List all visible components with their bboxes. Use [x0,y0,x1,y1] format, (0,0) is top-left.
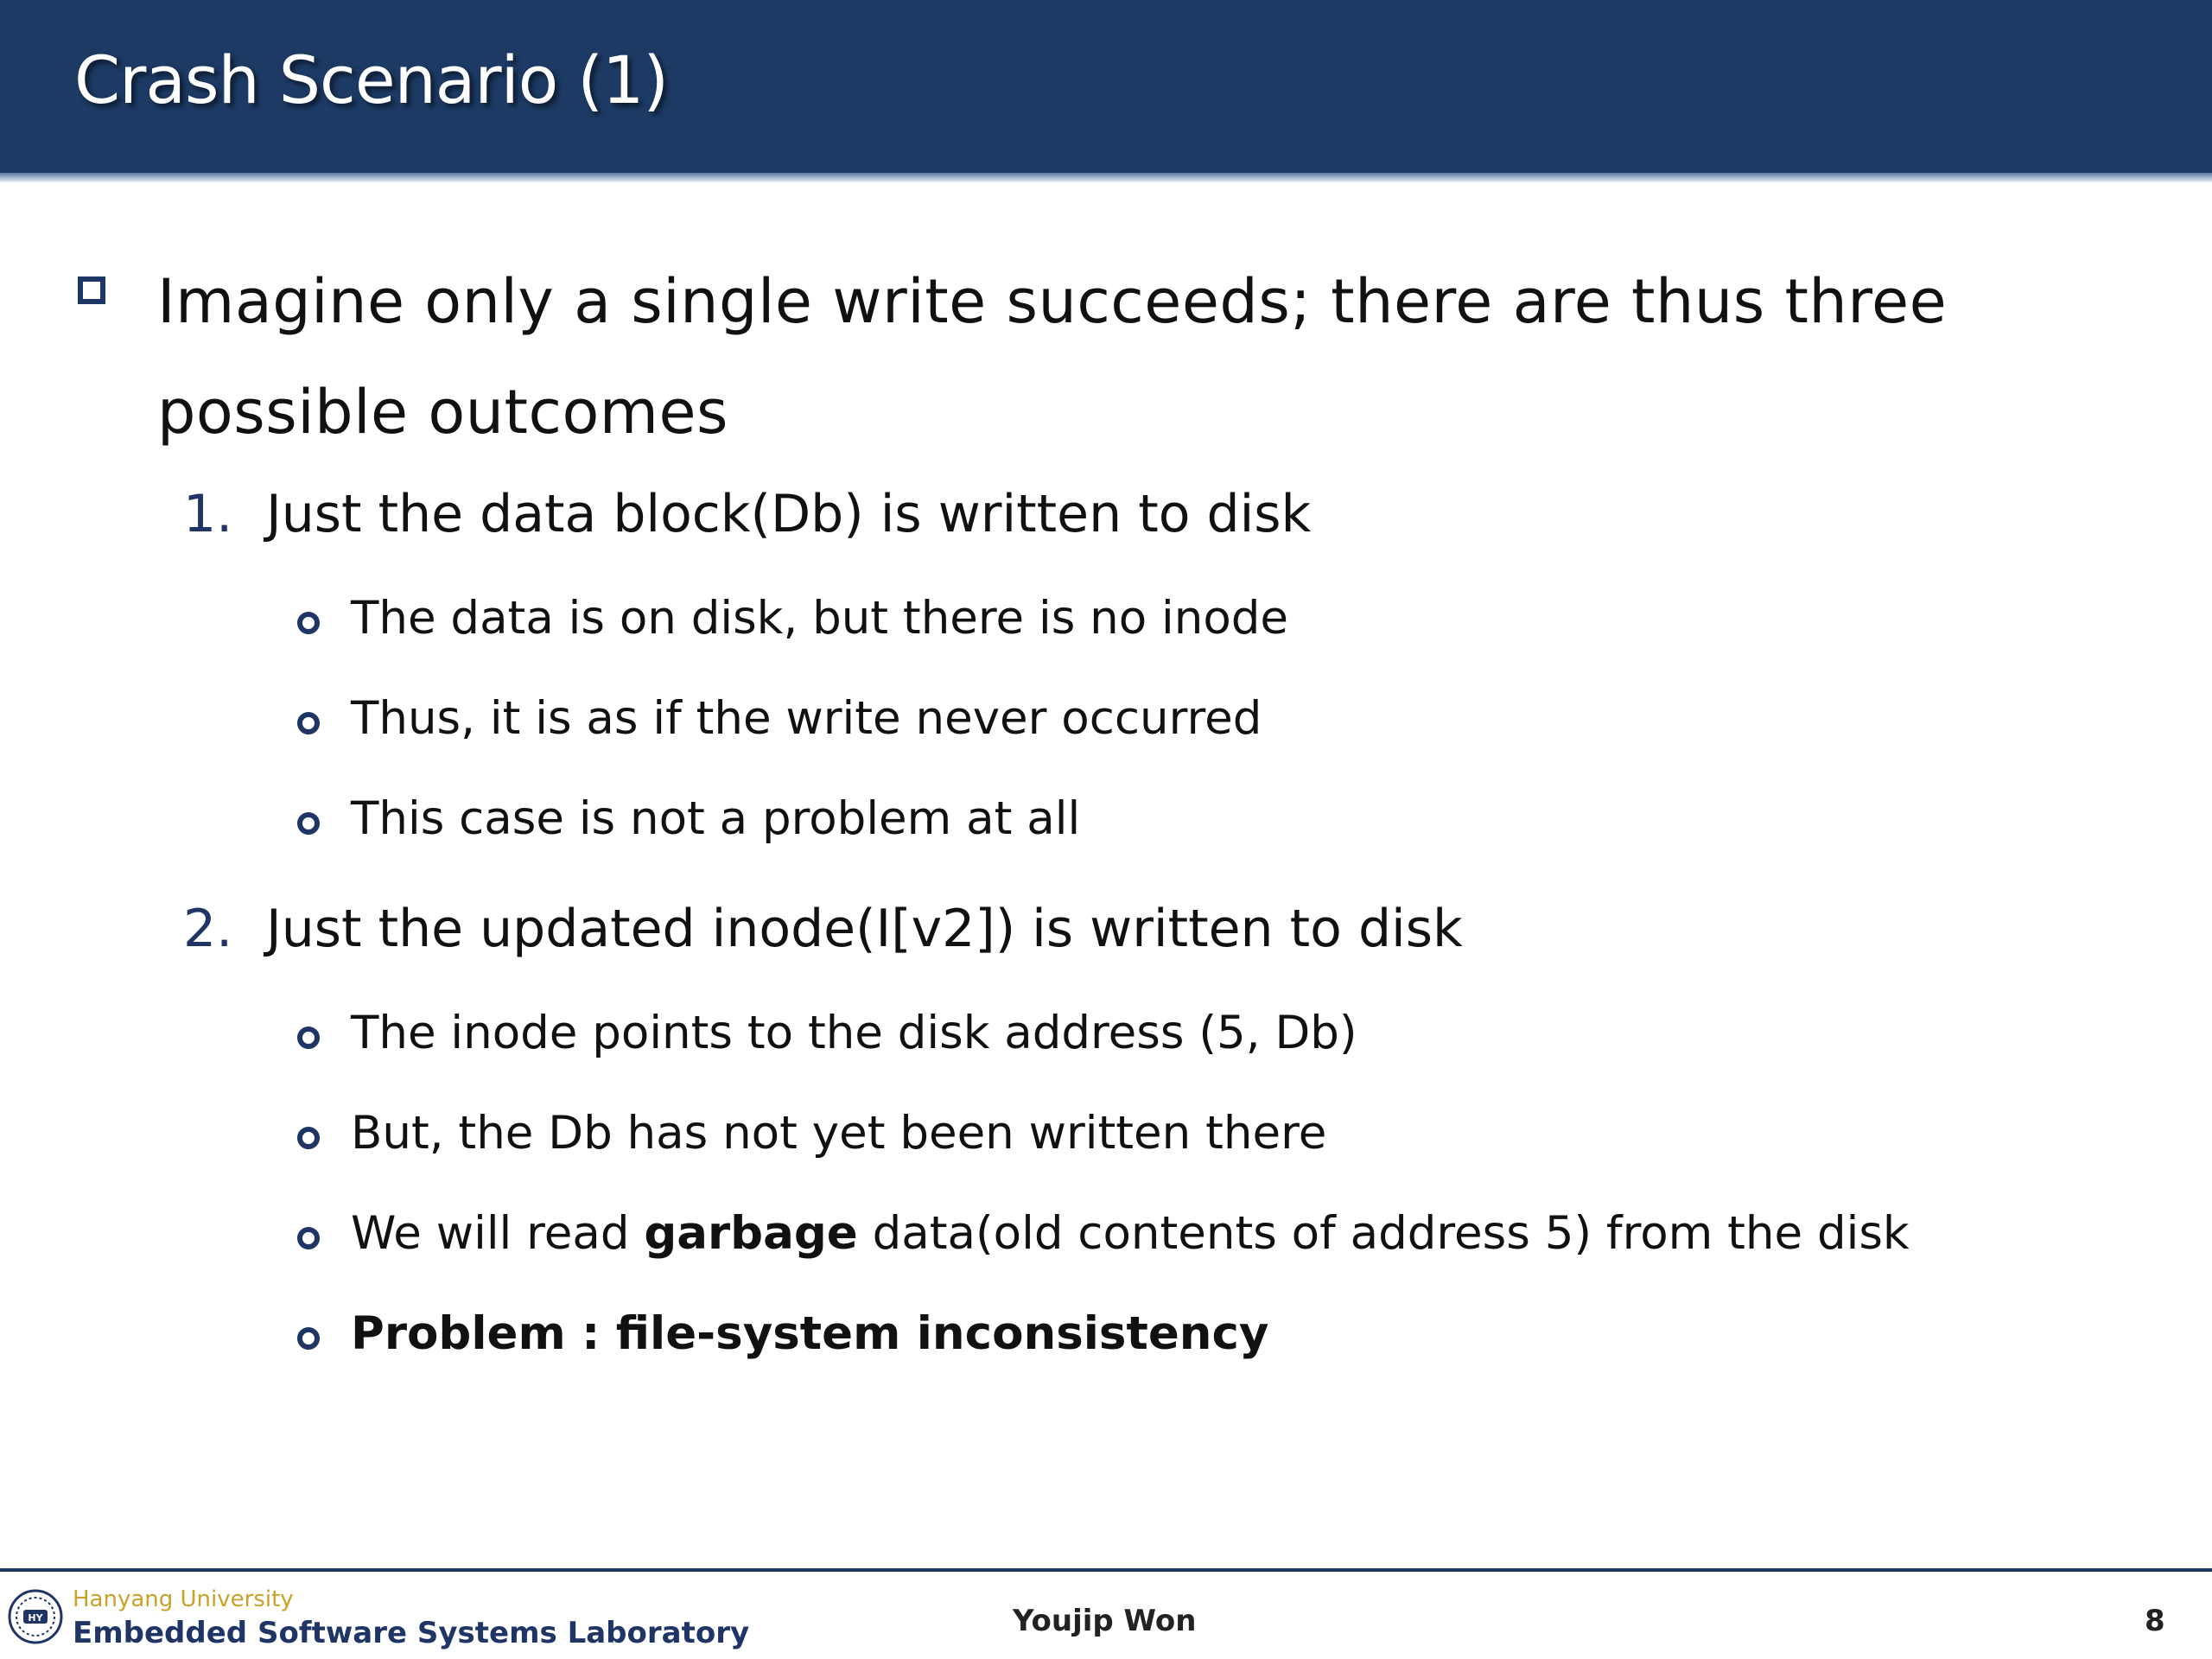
footer-university: Hanyang University [73,1586,294,1612]
problem-line: Problem : file-system inconsistency [351,1307,1269,1360]
item-1-subpoint-3: This case is not a problem at all [351,792,1081,845]
garbage-word: garbage [644,1207,858,1260]
item-2-text: Just the updated inode(I[v2]) is written to disk [266,899,1463,959]
circle-bullet-icon [297,712,320,734]
circle-bullet-icon [297,612,320,634]
page-number: 8 [2145,1604,2165,1638]
item-1-text: Just the data block(Db) is written to disk [266,484,1312,544]
item-2-number: 2. [183,899,233,959]
svg-text:HY: HY [28,1612,43,1624]
item-1-subpoint-2: Thus, it is as if the write never occurred [351,692,1262,745]
title-bar [0,0,2212,173]
circle-bullet-icon [297,1227,320,1249]
item-1-subpoint-1: The data is on disk, but there is no inode [351,592,1289,645]
garbage-line-before: We will read [351,1207,645,1260]
item-2-subpoint-1: The inode points to the disk address (5, Db) [351,1007,1357,1059]
circle-bullet-icon [297,1127,320,1149]
item-2-subpoint-2: But, the Db has not yet been written there [351,1107,1327,1160]
main-bullet-text: Imagine only a single write succeeds; there are thus three possible outcomes [157,266,1948,448]
circle-bullet-icon [297,1327,320,1350]
circle-bullet-icon [297,812,320,835]
square-bullet-icon [78,276,105,304]
footer-lab-name: Embedded Software Systems Laboratory [73,1616,750,1650]
footer-author: Youjip Won [1013,1604,1197,1638]
garbage-line-after: data(old contents of address 5) from the disk [857,1207,1910,1260]
circle-bullet-icon [297,1027,320,1049]
slide-title: Crash Scenario (1) [74,41,669,118]
footer-divider [0,1568,2212,1572]
university-logo-icon [7,1588,64,1645]
item-2-subpoint-3 [351,1207,1910,1260]
title-bar-shadow [0,173,2212,183]
item-1-number: 1. [183,484,233,544]
